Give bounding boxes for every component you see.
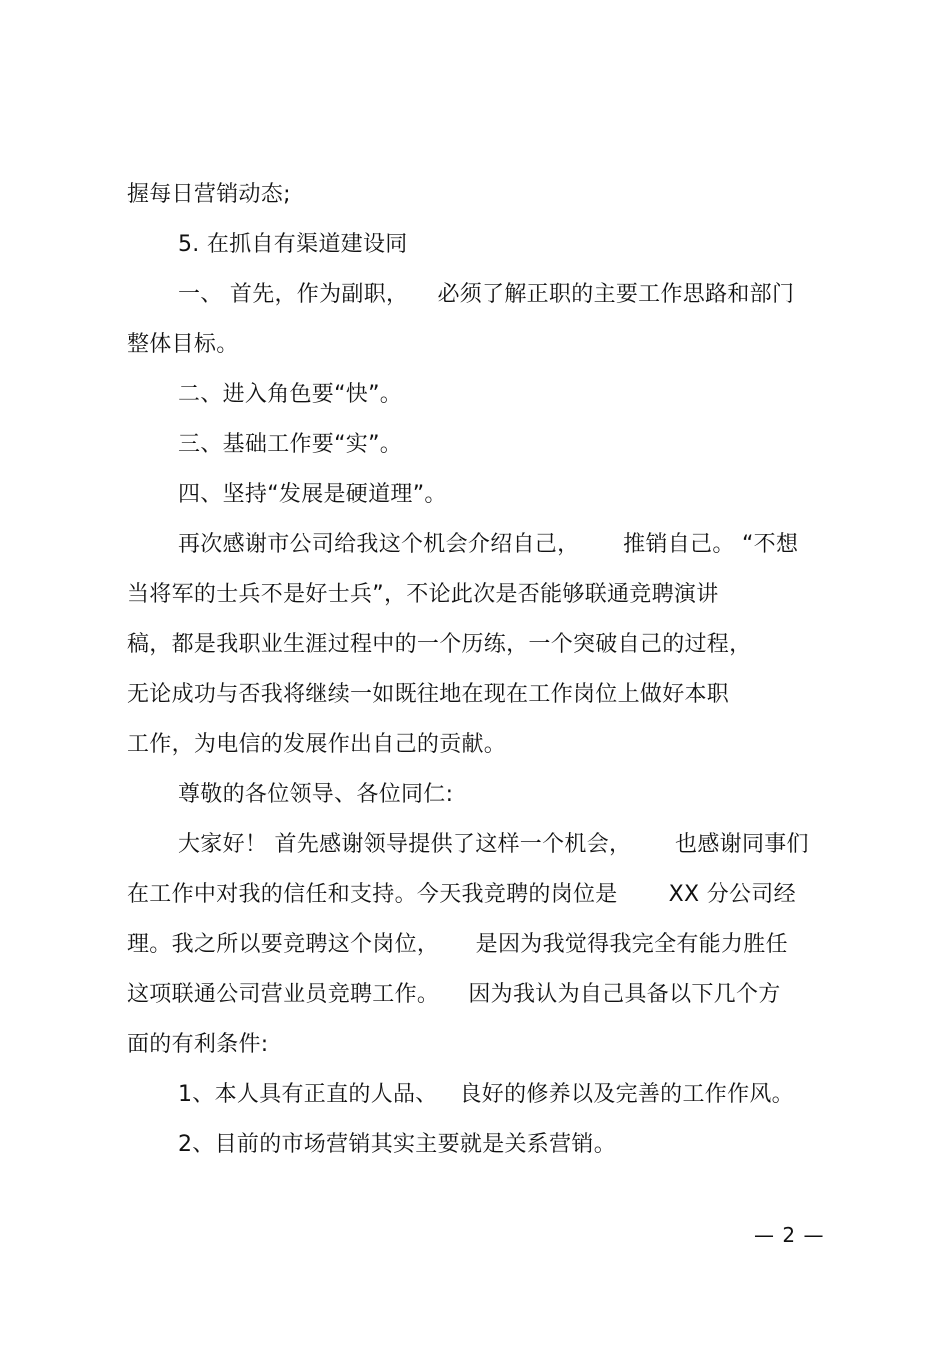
text-line-18: 面的有利条件:: [127, 1032, 269, 1057]
text-line-1: 握每日营销动态;: [127, 182, 291, 207]
text-line-2: 5. 在抓自有渠道建设同: [178, 232, 408, 257]
text-line-8: 再次感谢市公司给我这个机会介绍自己， 推销自己。 “不想: [178, 532, 799, 557]
text-line-6: 三、基础工作要“实”。: [178, 432, 403, 457]
text-line-9: 当将军的士兵不是好士兵”，不论此次是否能够联通竞聘演讲: [127, 582, 719, 607]
text-line-10: 稿，都是我职业生涯过程中的一个历练，一个突破自己的过程，: [127, 632, 752, 657]
text-line-20: 2、目前的市场营销其实主要就是关系营销。: [178, 1132, 616, 1157]
text-line-16: 理。我之所以要竞聘这个岗位， 是因为我觉得我完全有能力胜任: [127, 932, 788, 957]
text-line-13: 尊敬的各位领导、各位同仁:: [178, 782, 454, 807]
text-line-19: 1、本人具有正直的人品、 良好的修养以及完善的工作作风。: [178, 1082, 794, 1107]
text-line-7: 四、坚持“发展是硬道理”。: [178, 482, 447, 507]
text-line-14: 大家好！ 首先感谢领导提供了这样一个机会， 也感谢同事们: [178, 832, 809, 857]
text-line-12: 工作，为电信的发展作出自己的贡献。: [127, 732, 507, 757]
page-number: — 2 —: [754, 1223, 825, 1247]
text-line-15: 在工作中对我的信任和支持。今天我竞聘的岗位是 XX 分公司经: [127, 882, 796, 907]
text-line-17: 这项联通公司营业员竞聘工作。 因为我认为自己具备以下几个方: [127, 982, 781, 1007]
text-line-3: 一、 首先，作为副职， 必须了解正职的主要工作思路和部门: [178, 282, 795, 307]
text-line-5: 二、进入角色要“快”。: [178, 382, 403, 407]
text-line-11: 无论成功与否我将继续一如既往地在现在工作岗位上做好本职: [127, 682, 730, 707]
text-line-4: 整体目标。: [127, 332, 239, 357]
